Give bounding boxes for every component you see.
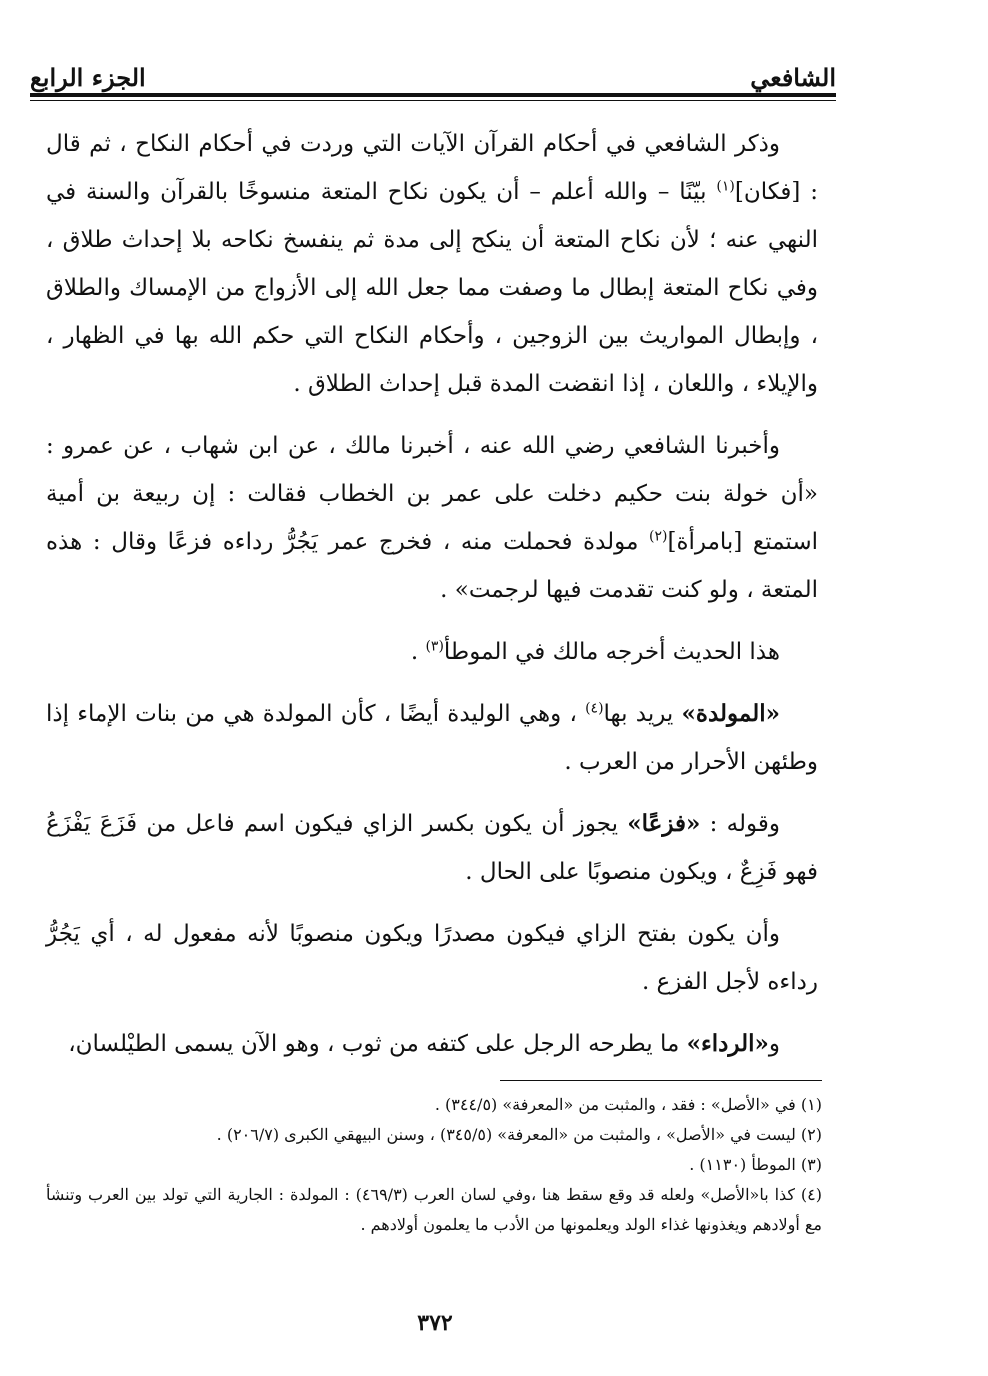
- paragraph-7-text-b: ما يطرحه الرجل على كتفه من ثوب ، وهو الآن يسمى الطيْلسان،: [68, 1031, 687, 1057]
- paragraph-3: [46, 628, 818, 676]
- paragraph-5-text-a: وقوله :: [700, 811, 780, 837]
- paragraph-1: [46, 120, 818, 408]
- footnote-ref-4: (٤): [585, 700, 604, 717]
- footnote-ref-2: (٢): [649, 528, 668, 545]
- header-rule-thick: [30, 93, 836, 97]
- header-volume-label: الجزء الرابع: [30, 63, 146, 92]
- paragraph-4: [46, 690, 818, 786]
- header-book-title: الشافعي: [750, 63, 836, 92]
- paragraph-2-text-b: مولدة فحملت منه ، فخرج عمر يَجُرُّ رداءه فزعًا وقال : هذه المتعة ، ولو كنت تقدمت فيها لرجمت» .: [46, 529, 818, 603]
- paragraph-3-text-b: .: [410, 639, 426, 665]
- running-header: [30, 52, 836, 92]
- footnote-ref-1: (١): [716, 178, 735, 195]
- paragraph-4-text-b: ، وهي الوليدة أيضًا ، كأن المولدة هي من بنات الإماء إذا وطئهن الأحرار من العرب .: [46, 701, 818, 775]
- paragraph-7-text-a: و: [768, 1031, 780, 1057]
- paragraph-3-text-a: هذا الحديث أخرجه مالك في الموطأ: [443, 639, 780, 665]
- paragraph-7: [46, 1020, 818, 1068]
- paragraph-5: [46, 800, 818, 896]
- header-rule-thin: [30, 100, 836, 101]
- paragraph-6: [46, 910, 818, 1006]
- footnote-3: (٣) الموطأ (١١٣٠) .: [689, 1155, 822, 1174]
- term-mawlada: «المولدة»: [681, 700, 780, 727]
- footnote-2: (٢) ليست في «الأصل» ، والمثبت من «المعرفة» (٣٤٥/٥) ، وسنن البيهقي الكبرى (٢٠٦/٧) .: [216, 1125, 822, 1144]
- footnote-4: (٤) كذا با«الأصل» ولعله قد وقع سقط هنا ،وفي لسان العرب (٤٦٩/٣) : المولدة : الجارية التي تولد بين العرب وتنشأ مع أولادهم ويغذونها غذاء الولد ويعلمونها من الأدب ما يعلمون أولادهم .: [46, 1185, 823, 1234]
- main-text: [46, 120, 818, 1082]
- term-rida: «الرداء»: [686, 1030, 769, 1057]
- footnote-ref-3: (٣): [425, 638, 444, 655]
- footnotes: [46, 1090, 822, 1240]
- footnote-1: (١) في «الأصل» : فقد ، والمثبت من «المعرفة» (٣٤٤/٥) .: [434, 1095, 822, 1114]
- paragraph-4-text-a: يريد بها: [603, 701, 682, 727]
- paragraph-1-text-b: بيّنًا – والله أعلم – أن يكون نكاح المتعة منسوخًا بالقرآن والسنة في النهي عنه ؛ لأن نكاح المتعة أن ينكح إلى مدة ثم ينفسخ نكاحه بلا إحداث طلاق ، وفي نكاح المتعة إبطال ما وصفت مما جعل الله إلى الأزواج من الإمساك والطلاق ، وإبطال المواريث بين الزوجين ، وأحكام النكاح التي حكم الله بها في الظهار ، والإيلاء ، واللعان ، إذا انقضت المدة قبل إحداث الطلاق .: [46, 179, 818, 397]
- paragraph-1-text-a: وذكر الشافعي في أحكام القرآن الآيات التي وردت في أحكام النكاح ، ثم قال : [فكان]: [46, 131, 818, 205]
- paragraph-6-text: وأن يكون بفتح الزاي فيكون مصدرًا ويكون منصوبًا لأنه مفعول له ، أي يَجُرُّ رداءه لأجل الفزع .: [46, 921, 818, 995]
- page-number: ٣٧٢: [417, 1310, 453, 1336]
- footnote-rule: [500, 1080, 822, 1081]
- paragraph-2-text-a: وأخبرنا الشافعي رضي الله عنه ، أخبرنا مالك ، عن ابن شهاب ، عن عمرو : «أن خولة بنت حكيم دخلت على عمر بن الخطاب فقالت : إن ربيعة بن أمية استمتع [بامرأة]: [46, 433, 818, 555]
- term-faza: «فزعًا»: [627, 810, 701, 837]
- paragraph-5-text-b: يجوز أن يكون بكسر الزاي فيكون اسم فاعل من فَزَعَ يَفْزَعُ فهو فَزِعٌ ، ويكون منصوبًا على الحال .: [46, 811, 818, 885]
- paragraph-2: [46, 422, 818, 614]
